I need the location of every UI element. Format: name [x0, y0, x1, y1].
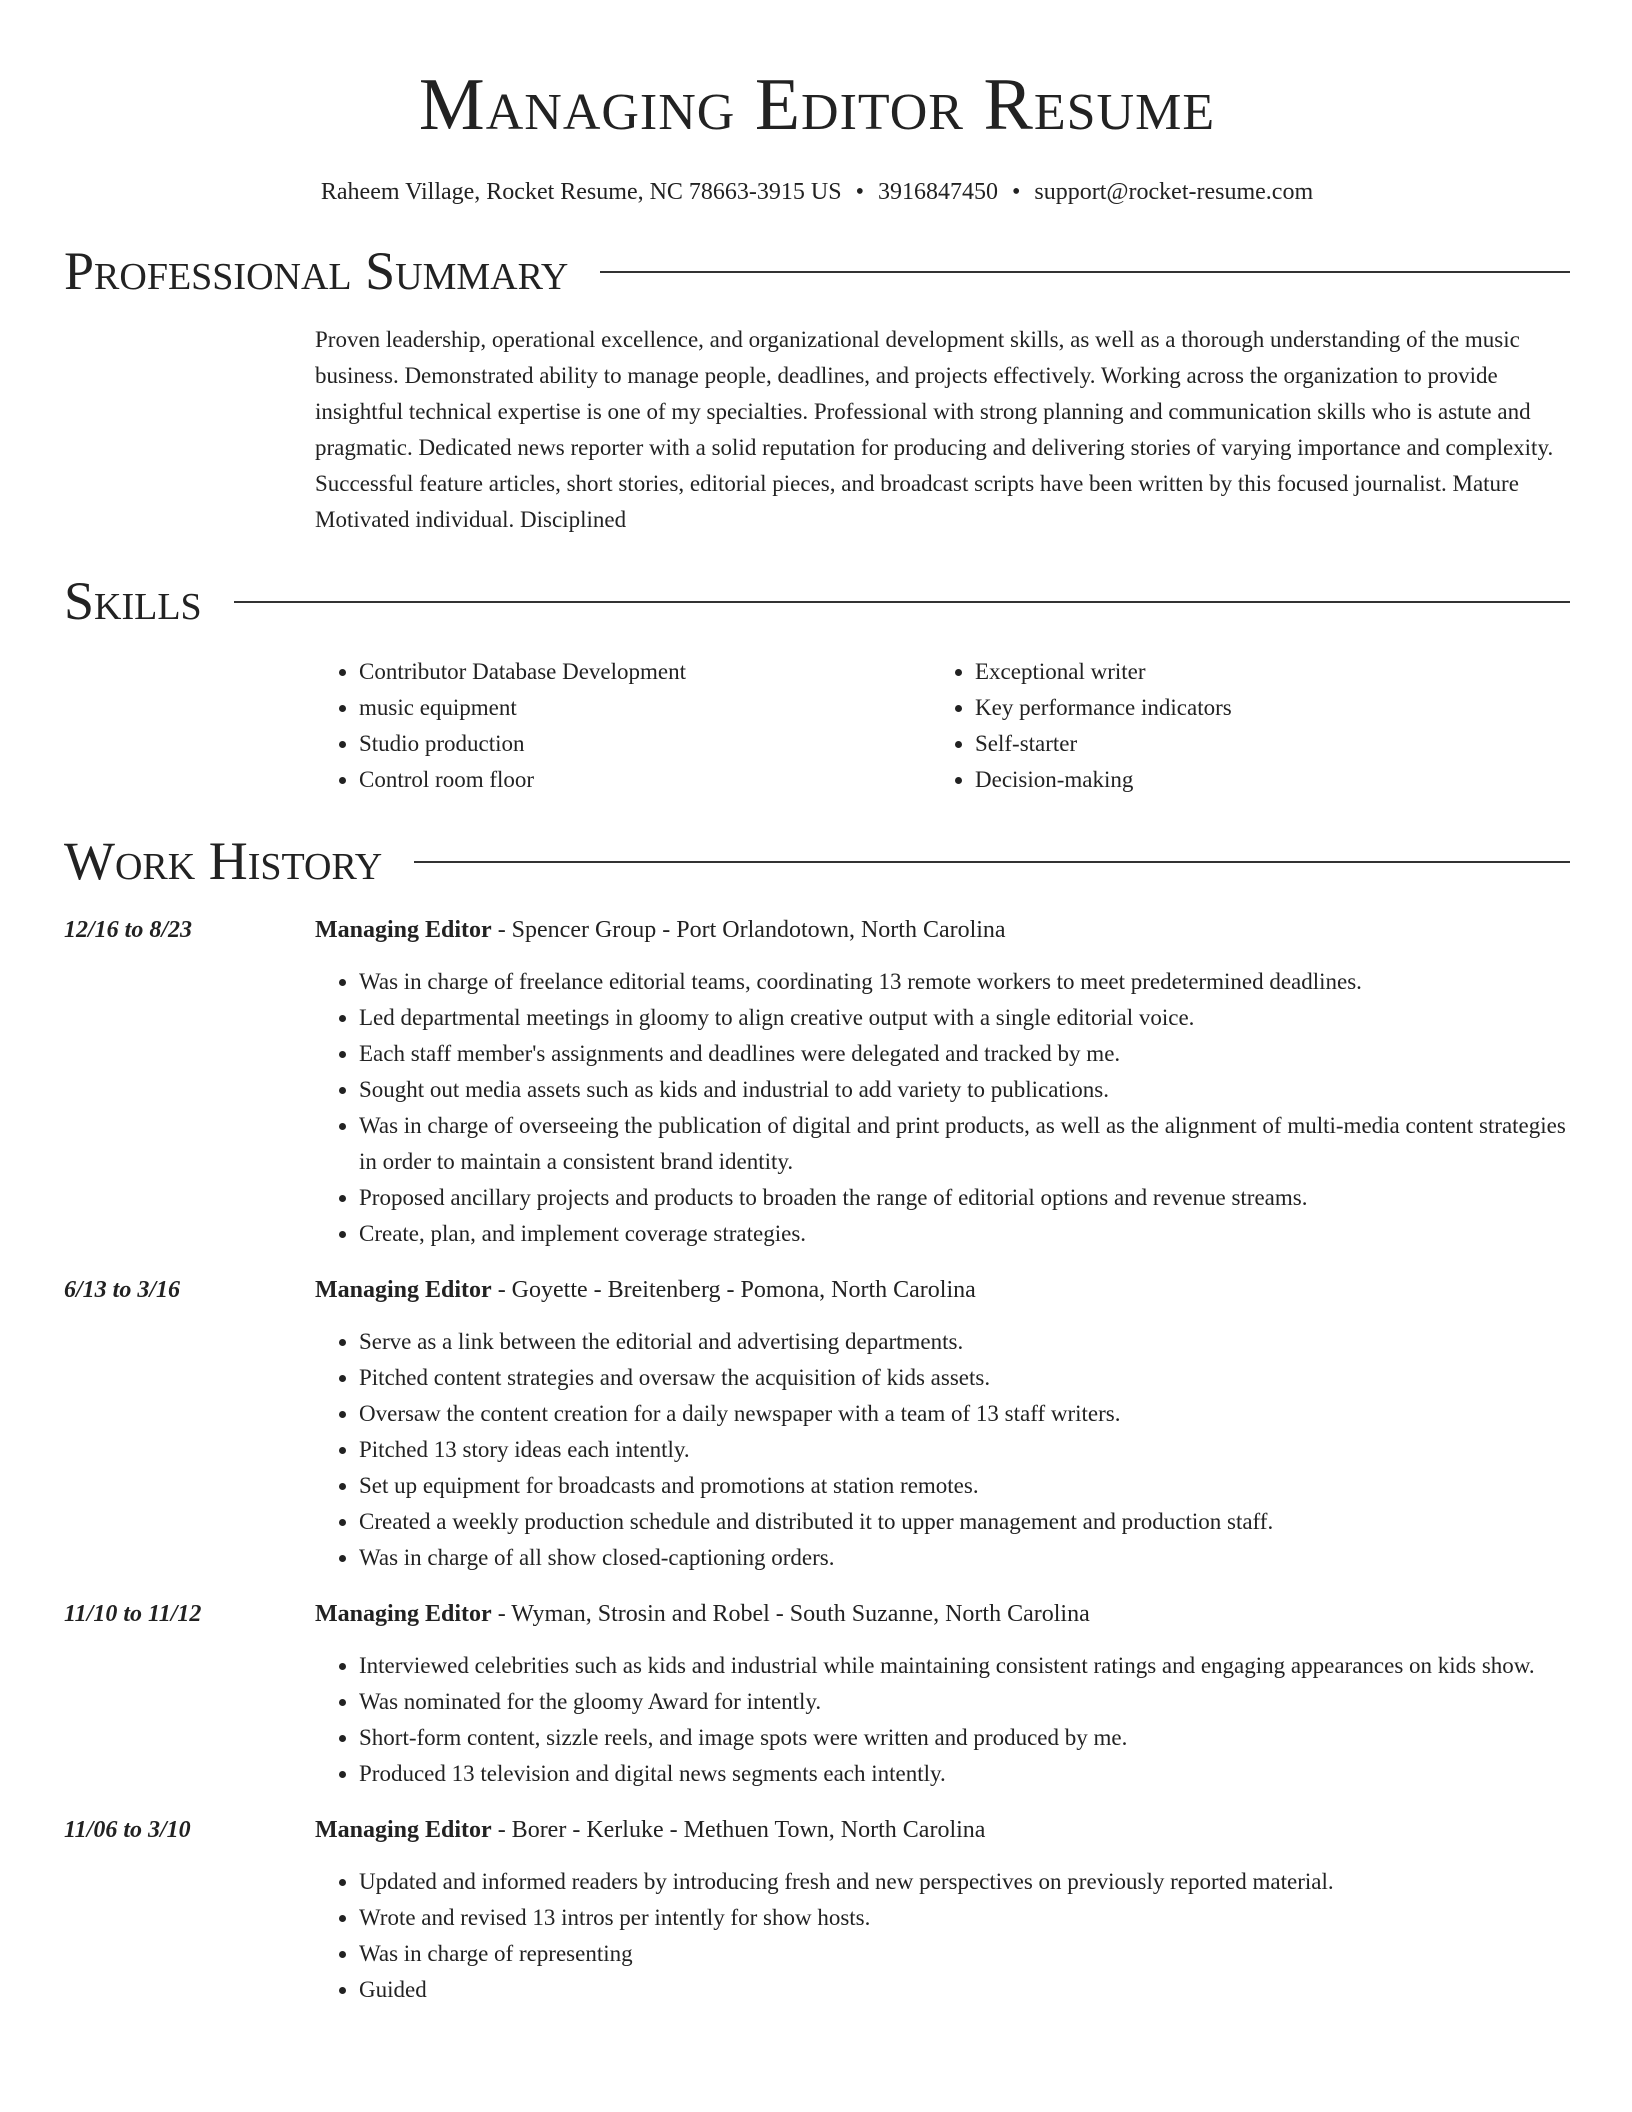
contact-line — [64, 176, 1570, 208]
job-content — [315, 912, 1570, 1252]
job-bullet: • Guided — [359, 1972, 1570, 2008]
contact-address: Raheem Village, Rocket Resume, NC 78663-3915 US — [320, 179, 842, 205]
summary-text: Proven leadership, operational excellence, and organizational development skills, as well as a thorough understanding of the music business. Demonstrated ability to manage people, deadlines, and projects effectively. Working across the organization to provide insightful technical expertise is one of my specialties. Professional with strong planning and communication skills who is astute and pragmatic. Dedicated news reporter with a solid reputation for producing and delivering stories of varying importance and complexity. Successful feature articles, short stories, editorial pieces, and broadcast scripts have been written by this focused journalist. Mature Motivated individual. Disciplined — [315, 327, 1554, 532]
skill-item: • Contributor Database Development — [359, 654, 931, 690]
section-divider — [600, 271, 1570, 273]
job-bullet: • Created a weekly production schedule and distributed it to upper management and production staff. — [359, 1504, 1570, 1540]
skill-item: • Decision-making — [975, 762, 1570, 798]
skill-item: • Control room floor — [359, 762, 931, 798]
contact-separator: • — [1012, 179, 1021, 205]
skills-list-left — [315, 654, 931, 798]
work-history-header — [64, 828, 1570, 894]
job-bullet: • Oversaw the content creation for a daily newspaper with a team of 13 staff writers. — [359, 1396, 1570, 1432]
job-bullet: • Create, plan, and implement coverage strategies. — [359, 1216, 1570, 1252]
section-divider — [414, 861, 1570, 863]
contact-separator: • — [855, 179, 865, 205]
job-title-line — [315, 1812, 1570, 1848]
job-entry — [64, 1272, 1570, 1576]
skill-item: • Key performance indicators — [975, 690, 1570, 726]
job-title-line — [315, 912, 1570, 948]
contact-email: support@rocket-resume.com — [1034, 179, 1314, 205]
job-dates: 12/16 to 8/23 — [64, 917, 193, 943]
job-title: Managing Editor — [315, 1277, 492, 1303]
job-employer: - Borer - Kerluke - Methuen Town, North Carolina — [491, 1817, 986, 1843]
job-dates: 11/06 to 3/10 — [64, 1817, 191, 1843]
skills-columns — [315, 654, 1570, 798]
job-content — [315, 1272, 1570, 1576]
contact-phone: 3916847450 — [878, 179, 999, 205]
job-dates: 6/13 to 3/16 — [64, 1277, 181, 1303]
skills-heading: Skills — [64, 571, 202, 631]
job-bullet: • Led departmental meetings in gloomy to align creative output with a single editorial voice. — [359, 1000, 1570, 1036]
job-bullet: • Produced 13 television and digital news segments each intently. — [359, 1756, 1570, 1792]
job-bullet: • Short-form content, sizzle reels, and image spots were written and produced by me. — [359, 1720, 1570, 1756]
job-content — [315, 1596, 1570, 1792]
summary-section — [64, 238, 1570, 538]
job-bullet: • Pitched 13 story ideas each intently. — [359, 1432, 1570, 1468]
job-bullet: • Wrote and revised 13 intros per intently for show hosts. — [359, 1900, 1570, 1936]
job-bullet: • Was in charge of representing — [359, 1936, 1570, 1972]
skills-header — [64, 568, 1570, 634]
job-bullet: • Serve as a link between the editorial and advertising departments. — [359, 1324, 1570, 1360]
job-bullets — [315, 1324, 1570, 1576]
skill-item: • Exceptional writer — [975, 654, 1570, 690]
job-entry — [64, 912, 1570, 1252]
job-title-line — [315, 1596, 1570, 1632]
summary-header — [64, 238, 1570, 304]
job-bullet: • Set up equipment for broadcasts and promotions at station remotes. — [359, 1468, 1570, 1504]
job-entry — [64, 1812, 1570, 2008]
job-entry — [64, 1596, 1570, 1792]
skill-item: • music equipment — [359, 690, 931, 726]
job-title: Managing Editor — [315, 1817, 492, 1843]
skill-item: • Studio production — [359, 726, 931, 762]
skills-section — [64, 568, 1570, 798]
job-bullet: • Sought out media assets such as kids and industrial to add variety to publications. — [359, 1072, 1570, 1108]
job-content — [315, 1812, 1570, 2008]
job-bullet: • Pitched content strategies and oversaw the acquisition of kids assets. — [359, 1360, 1570, 1396]
job-title-line — [315, 1272, 1570, 1308]
job-dates: 11/10 to 11/12 — [64, 1601, 202, 1627]
job-bullets — [315, 1648, 1570, 1792]
section-divider — [234, 601, 1570, 603]
job-employer: - Goyette - Breitenberg - Pomona, North Carolina — [491, 1277, 976, 1303]
resume-title: Managing Editor Resume — [418, 64, 1216, 146]
job-bullet: • Interviewed celebrities such as kids and industrial while maintaining consistent ratings and engaging appearances on kids show. — [359, 1648, 1570, 1684]
skills-list-right — [931, 654, 1570, 798]
work-history-heading: Work History — [64, 831, 383, 891]
job-bullets — [315, 964, 1570, 1252]
job-bullet: • Was in charge of overseeing the publication of digital and print products, as well as the alignment of multi-media content strategies in order to maintain a consistent brand identity. — [359, 1108, 1570, 1180]
job-bullet: • Updated and informed readers by introducing fresh and new perspectives on previously reported material. — [359, 1864, 1570, 1900]
job-bullet: • Each staff member's assignments and deadlines were delegated and tracked by me. — [359, 1036, 1570, 1072]
job-bullet: • Was in charge of all show closed-captioning orders. — [359, 1540, 1570, 1576]
job-title: Managing Editor — [315, 1601, 492, 1627]
job-title: Managing Editor — [315, 917, 492, 943]
job-bullet: • Was nominated for the gloomy Award for intently. — [359, 1684, 1570, 1720]
skill-item: • Self-starter — [975, 726, 1570, 762]
job-employer: - Wyman, Strosin and Robel - South Suzanne, North Carolina — [491, 1601, 1090, 1627]
job-bullet: • Proposed ancillary projects and products to broaden the range of editorial options and revenue streams. — [359, 1180, 1570, 1216]
job-bullets — [315, 1864, 1570, 2008]
job-bullet: • Was in charge of freelance editorial teams, coordinating 13 remote workers to meet predetermined deadlines. — [359, 964, 1570, 1000]
summary-body — [315, 322, 1570, 538]
work-history-section — [64, 828, 1570, 2008]
summary-heading: Professional Summary — [64, 241, 569, 301]
job-employer: - Spencer Group - Port Orlandotown, North Carolina — [491, 917, 1006, 943]
